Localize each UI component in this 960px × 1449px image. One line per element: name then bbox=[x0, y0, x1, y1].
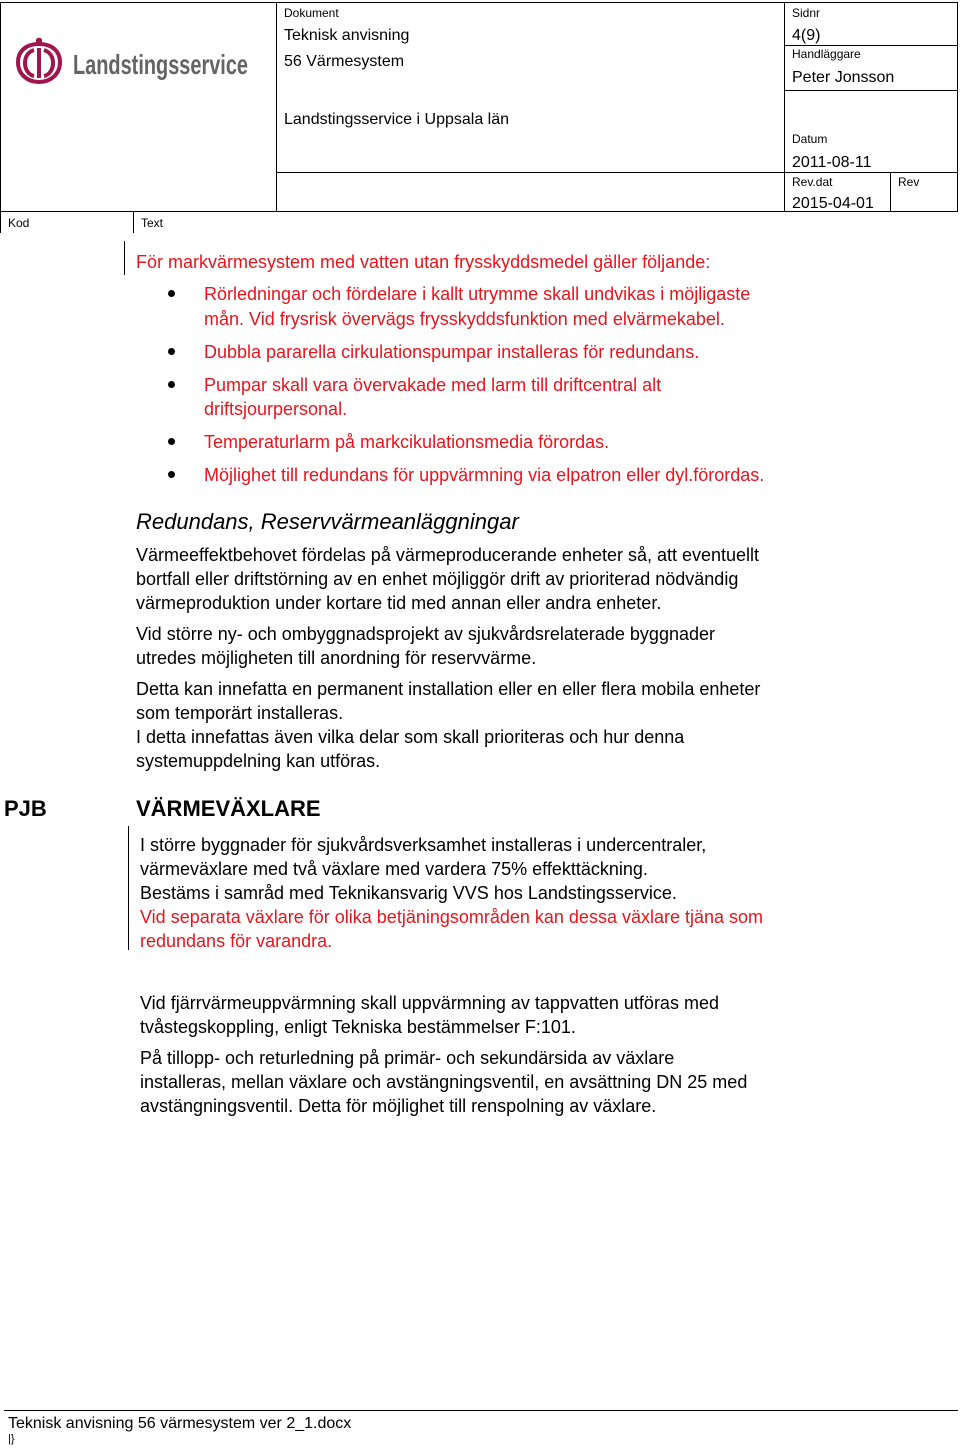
revdat-value: 2015-04-01 bbox=[792, 195, 874, 212]
section3-red-paragraph: Vid separata växlare för olika betjäningsområden kan dessa växlare tjäna som redundans för varandra. bbox=[140, 907, 764, 951]
section1-bullet-list bbox=[168, 282, 764, 496]
text-label: Text bbox=[141, 216, 164, 230]
footer-rule bbox=[4, 1410, 958, 1411]
section3-code: PJB bbox=[4, 796, 47, 821]
bullet-icon bbox=[168, 381, 175, 388]
organization: Landstingsservice i Uppsala län bbox=[284, 111, 510, 128]
rev-label: Rev bbox=[898, 175, 920, 189]
logo-text: Landstingsservice bbox=[73, 49, 248, 80]
bullet-icon bbox=[168, 471, 175, 478]
section2-paragraph-1: Värmeeffektbehovet fördelas på värmeproducerande enheter så, att eventuellt bortfall eller driftstörning av en enhet möjliggör drift av prioriterad nödvändig värmeproduktion under kortare tid med annan eller andra enheter. bbox=[136, 545, 760, 613]
list-item: Rörledningar och fördelare i kallt utrymme skall undvikas i möjligaste mån. Vid frysrisk övervägs frysskyddsfunktion med elvärmekabel. bbox=[168, 282, 764, 331]
section2-heading: Redundans, Reservvärmeanläggningar bbox=[136, 509, 519, 534]
bullet-icon bbox=[168, 348, 175, 355]
bullet-icon bbox=[168, 438, 175, 445]
sidnr-label: Sidnr bbox=[792, 6, 821, 20]
bullet-icon bbox=[168, 290, 175, 297]
section3-paragraph-1: I större byggnader för sjukvårdsverksamhet installeras i undercentraler, värmeväxlare med två växlare med vardera 75% effekttäckning. Bestäms i samråd med Teknikansvarig VVS hos Landstingsservice. bbox=[140, 835, 707, 903]
section1-intro: För markvärmesystem med vatten utan frysskyddsmedel gäller följande: bbox=[136, 252, 711, 272]
section2-paragraph-3: Detta kan innefatta en permanent installation eller en eller flera mobila enheter som temporärt installeras. I detta innefattas även vilka delar som skall prioriteras och hur denna systemuppdelning kan utföras. bbox=[136, 679, 761, 771]
doc-title: Teknisk anvisning bbox=[284, 27, 410, 44]
handlaggare-value: Peter Jonsson bbox=[792, 69, 895, 86]
footer-mark: |} bbox=[8, 1433, 15, 1445]
datum-value: 2011-08-11 bbox=[792, 154, 872, 171]
dokument-label: Dokument bbox=[284, 6, 339, 20]
page-number: 4(9) bbox=[792, 27, 821, 44]
kod-label: Kod bbox=[8, 216, 30, 230]
datum-label: Datum bbox=[792, 132, 828, 146]
list-item: Pumpar skall vara övervakade med larm till driftcentral alt driftsjourpersonal. bbox=[168, 373, 764, 422]
list-item: Möjlighet till redundans för uppvärmning via elpatron eller dyl.förordas. bbox=[168, 463, 764, 488]
section3-heading: VÄRMEVÄXLARE bbox=[136, 796, 321, 821]
revdat-label: Rev.dat bbox=[792, 175, 833, 189]
revision-bar bbox=[124, 241, 125, 275]
doc-subtitle: 56 Värmesystem bbox=[284, 53, 405, 70]
footer-filename: Teknisk anvisning 56 värmesystem ver 2_1.docx bbox=[8, 1415, 352, 1432]
list-item: Dubbla pararella cirkulationspumpar installeras för redundans. bbox=[168, 340, 764, 365]
section3-paragraph-3: På tillopp- och returledning på primär- och sekundärsida av växlare installeras, mellan växlare och avstängningsventil, en avsättning DN 25 med avstängningsventil. Detta för möjlighet till renspolning av växlare. bbox=[140, 1048, 748, 1116]
list-item: Temperaturlarm på markcikulationsmedia förordas. bbox=[168, 430, 764, 455]
handlaggare-label: Handläggare bbox=[792, 47, 861, 61]
section3-paragraph-2: Vid fjärrvärmeuppvärmning skall uppvärmning av tappvatten utföras med tvåstegskoppling, enligt Tekniska bestämmelser F:101. bbox=[140, 993, 719, 1037]
section2-paragraph-2: Vid större ny- och ombyggnadsprojekt av sjukvårdsrelaterade byggnader utredes möjligheten till anordning för reservvärme. bbox=[136, 624, 715, 668]
revision-bar bbox=[128, 826, 129, 950]
landstingsservice-logo bbox=[15, 36, 250, 88]
